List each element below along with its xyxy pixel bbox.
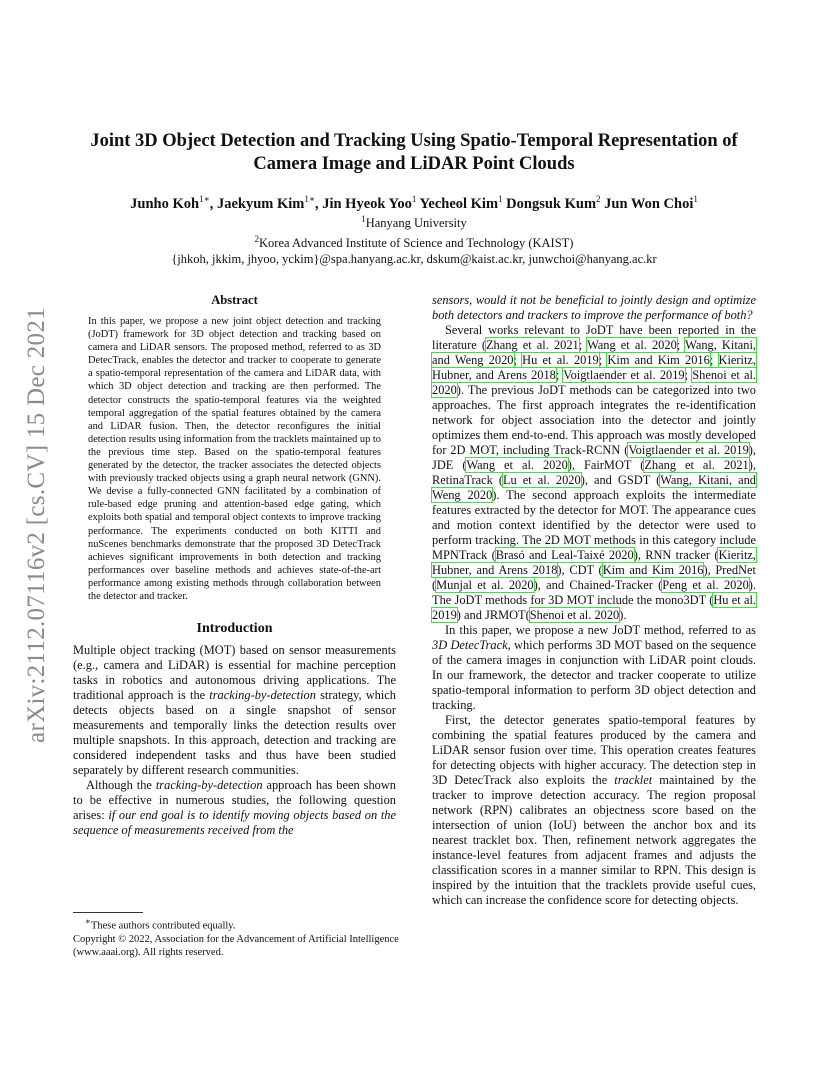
affiliation-1: [60, 211, 768, 231]
author-mark: 1∗: [304, 194, 315, 204]
text-run: ), and Chained-Tracker (: [533, 578, 663, 592]
citation-link[interactable]: Wang, Kitani, and Weng 2020: [432, 338, 756, 367]
citation-link[interactable]: Shenoi et al. 2020: [432, 368, 756, 397]
text-run: strategy, which detects objects based on a single snapshot of sensor measurements and temporally links the detection results over multiple snapshots. In this approach, detection and tracking are considered independent tasks and thus have been studied separately by different research communities.: [73, 688, 397, 778]
footnote-divider: [73, 912, 143, 913]
affiliation-mark: 1: [361, 214, 366, 224]
author-name: Jaekyum Kim: [216, 195, 305, 212]
copyright-notice: Copyright © 2022, Association for the Advancement of Artificial Intelligence (www.aaai.org). All rights reserved.: [73, 933, 399, 958]
footnote-text: These authors contributed equally.: [90, 920, 236, 932]
citation-link[interactable]: Kim and Kim 2016: [602, 563, 704, 577]
emphasis: 3D DetecTrack: [432, 638, 508, 652]
left-column: [73, 293, 396, 838]
text-run: In this paper, we propose a new JoDT method, referred to as: [445, 623, 756, 637]
text-run: approach has been shown to be effective in numerous studies, the following question arises:: [73, 778, 396, 823]
text-run: ). The previous JoDT methods can be categorized into two approaches. The first approach integrates the re-identification network for object association into the detector and jointly optimizes them end-to-end. This approach was mostly developed for 2D MOT, including Track-RCNN (: [432, 383, 756, 457]
intro-paragraph-4: [432, 623, 756, 713]
text-run: First, the detector generates spatio-temporal features by combining the spatial features produced by the camera and LiDAR sensor fusion over time. This operation creates features for detecting objects with higher accuracy. The detection step in 3D DetecTrack also exploits the: [432, 713, 756, 787]
emphasis: tracklet: [614, 773, 653, 787]
abstract-text: In this paper, we propose a new joint object detection and tracking (JoDT) framework for 3D object detection and tracking based on camera and LiDAR sensors. The proposed method, referred to as 3D DetecTrack, enables the detector and tracker to cooperate to generate a spatio-temporal representation of the camera and LiDAR data, with which 3D object detection and tracking are then performed. The detector constructs the spatio-temporal features via the weighted temporal aggregation of the spatial features obtained by the camera and LiDAR fusion. Then, the detector reconfigures the initial detection results using information from the tracklets maintained up to the previous time step. Based on the spatio-temporal features generated by the detector, the tracker associates the detected objects with previously tracked objects using a graph neural network (GNN). We devise a fully-connected GNN facilitated by a combination of rule-based edge pruning and attention-based edge gating, which exploits both spatial and temporal object contexts to improve tracking performance. The experiments conducted on both KITTI and nuScenes benchmarks demonstrate that the proposed 3D DetecTrack achieves significant improvements in both detection and tracking performances over baseline methods and achieves state-of-the-art performance among existing methods through collaboration between the detector and tracker.: [88, 316, 381, 602]
author-emails: {jhkoh, jkkim, jhyoo, yckim}@spa.hanyang.ac.kr, dskum@kaist.ac.kr, junwchoi@hanyang.ac.kr: [171, 252, 657, 267]
citation-link[interactable]: Zhang et al. 2021: [644, 458, 749, 472]
affiliation-text: Korea Advanced Institute of Science and Technology (KAIST): [259, 236, 574, 251]
citation-link[interactable]: Munjal et al. 2020: [436, 578, 534, 592]
citation-link[interactable]: Peng et al. 2020: [662, 578, 749, 592]
author-mark: 1∗: [199, 194, 210, 204]
citation-link[interactable]: Voigtlaender et al. 2019: [628, 443, 749, 457]
text-run: ), CDT (: [557, 563, 603, 577]
citation-link[interactable]: Kim and Kim 2016: [607, 353, 710, 367]
author-name: Yecheol Kim: [419, 195, 499, 212]
citation-link[interactable]: Brasó and Leal-Taixé 2020: [495, 548, 634, 562]
text-run: ), PredNet (: [432, 563, 756, 592]
author-name: Jin Hyeok Yoo: [322, 195, 412, 212]
abstract-heading: Abstract: [211, 293, 258, 307]
affiliation-2: [60, 231, 768, 251]
text-run: ), FairMOT (: [567, 458, 645, 472]
intro-paragraph-3: Several works relevant to JoDT have been reported in the literature (Zhang et al. 2021; Wang et al. 2020; Wang, Kitani, and Weng 2020; Hu et al. 2019; Kim and Kim 2016; Kieritz, Hubner, and Arens 2018; Voigtlaender et al. 2019; Shenoi et al. 2020). The previous JoDT methods can be categorized into two approaches. The first approach integrates the re-identification network for object association into the detector and jointly optimizes them end-to-end. This approach was mostly developed for 2D MOT, including Track-RCNN (Voigtlaender et al. 2019), JDE (Wang et al. 2020), FairMOT (Zhang et al. 2021), RetinaTrack (Lu et al. 2020), and GSDT (Wang, Kitani, and Weng 2020). The second approach exploits the intermediate features extracted by the detector for MOT. The appearance cues and motion context identified by the detector were used to perform tracking. The 2D MOT methods in this category include MPNTrack (Brasó and Leal-Taixé 2020), RNN tracker (Kieritz, Hubner, and Arens 2018), CDT (Kim and Kim 2016), PredNet (Munjal et al. 2020), and Chained-Tracker (Peng et al. 2020). The JoDT methods for 3D MOT include the mono3DT (Hu et al. 2019) and JRMOT(Shenoi et al. 2020).: [432, 323, 756, 622]
author-list: Junho Koh$^{1∗}$, Jaekyum Kim$^{1∗}$, Jin Hyeok Yoo$^1$ Yecheol Kim$^1$ Dongsuk Kum$^2$ Jun Won Choi$^1$: [130, 194, 698, 212]
intro-paragraph-2: [73, 778, 396, 838]
citation-link[interactable]: Hu et al. 2019: [432, 593, 756, 622]
author-name: Junho Koh: [130, 195, 200, 212]
emphasis: tracking-by-detection: [209, 688, 316, 703]
citation-link[interactable]: Shenoi et al. 2020: [529, 608, 620, 622]
citation-link[interactable]: Kieritz, Hubner, and Arens 2018: [432, 548, 756, 577]
citation-link[interactable]: Zhang et al. 2021: [485, 338, 579, 352]
text-run: maintained by the tracker to improve detection accuracy. The region proposal network (RPN) calibrates an objectness score based on the intersection of union (IoU) between the anchor box and its nearest tracklet box. Then, refinement network aggregates the instance-level features from adjacent frames and adjusts the classification scores in a manner similar to RPN. This design is inspired by the intuition that the tracklets provide useful cues, which can increase the confidence score for detecting objects.: [432, 773, 756, 907]
emphasis: sensors, would it not be beneficial to jointly design and optimize both detectors and trackers to improve the performance of both?: [432, 293, 756, 322]
arxiv-id: arXiv:2112.07116v2 [cs.CV] 15 Dec 2021: [23, 307, 50, 743]
text-run: Several works relevant to JoDT have been reported in the literature (: [432, 323, 756, 352]
footnote-equal-contribution: [73, 915, 403, 933]
author-mark: 2: [596, 194, 601, 204]
title-line-2: Camera Image and LiDAR Point Clouds: [253, 154, 575, 174]
affiliation-text: Hanyang University: [365, 216, 467, 231]
author-name: Jun Won Choi: [604, 195, 694, 212]
text-run: ), RetinaTrack (: [432, 458, 756, 487]
citation-link[interactable]: Kieritz, Hubner, and Arens 2018: [432, 353, 756, 382]
citation-link[interactable]: Wang, Kitani, and Weng 2020: [432, 473, 756, 502]
emphasis: tracking-by-detection: [155, 778, 263, 793]
affiliations: [60, 211, 768, 267]
text-run: ), RNN tracker (: [633, 548, 719, 562]
introduction-heading: Introduction: [196, 621, 273, 637]
title-line-1: Joint 3D Object Detection and Tracking Using Spatio-Temporal Representation of: [90, 131, 738, 151]
affiliation-mark: 2: [254, 234, 260, 245]
citation-link[interactable]: Lu et al. 2020: [502, 473, 581, 487]
text-run: , which performs 3D MOT based on the sequence of the camera images in conjunction with LiDAR point clouds. In our framework, the detector and tracker cooperate to utilize spatio-temporal information to perform 3D object detection and tracking.: [432, 638, 756, 712]
intro-paragraph-1: [73, 643, 396, 778]
arxiv-watermark: [22, 290, 52, 760]
text-run: ) and JRMOT(: [456, 608, 530, 622]
intro-paragraph-5: [432, 713, 756, 908]
text-run: Multiple object tracking (MOT) based on sensor measurements (e.g., camera and LiDAR) is essential for machine perception tasks in robotics and autonomous driving applications. The traditional approach is the: [73, 643, 396, 703]
text-run: ). The second approach exploits the intermediate features extracted by the detector for MOT. The appearance cues and motion context identified by the detector were used to perform tracking. The 2D MOT methods in this category include MPNTrack (: [432, 488, 756, 562]
citation-link[interactable]: Wang et al. 2020: [587, 338, 677, 352]
paper-title: [60, 130, 768, 176]
citation-link[interactable]: Hu et al. 2019: [522, 353, 599, 367]
emphasis: if our end goal is to identify moving objects based on the sequence of measurements received from the: [73, 808, 396, 838]
citation-link[interactable]: Voigtlaender et al. 2019: [563, 368, 685, 382]
intro-paragraph-2-cont: [432, 293, 756, 323]
author-name: Dongsuk Kum: [506, 195, 597, 212]
footnote: [73, 915, 403, 959]
author-mark: 1: [498, 194, 503, 204]
text-run: ).: [619, 608, 627, 622]
citation-link[interactable]: Wang et al. 2020: [466, 458, 568, 472]
footnote-mark: ∗: [85, 916, 91, 926]
text-run: Although the: [86, 778, 156, 793]
right-column: [432, 293, 756, 908]
text-run: ), JDE (: [432, 443, 756, 472]
text-run: ). The JoDT methods for 3D MOT include the mono3DT (: [432, 578, 756, 607]
author-mark: 1: [411, 194, 417, 204]
text-run: ), and GSDT (: [580, 473, 661, 487]
author-mark: 1: [693, 194, 698, 204]
